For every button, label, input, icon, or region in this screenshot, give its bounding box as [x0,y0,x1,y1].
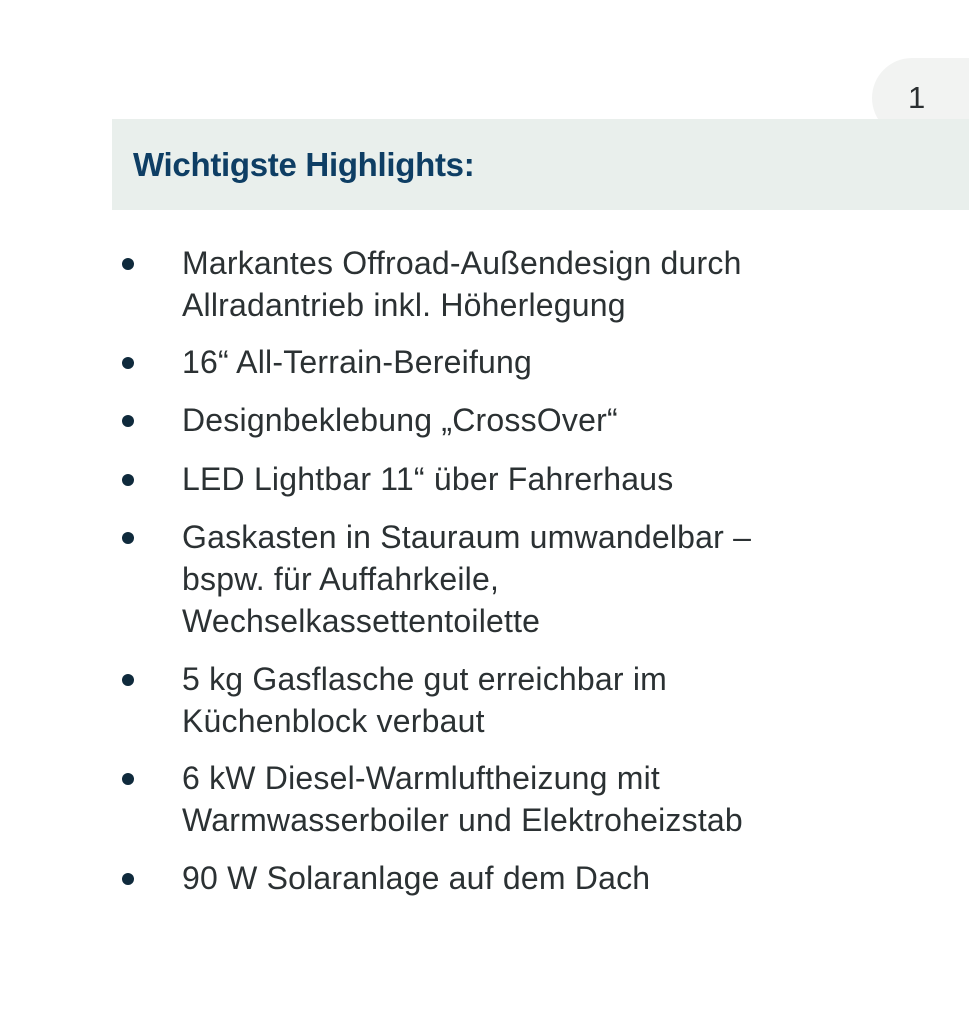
list-item-text [182,757,882,841]
list-item-line: bspw. für Auffahrkeile, [182,561,500,597]
list-item-text [182,857,882,899]
page-number: 1 [908,80,926,115]
list-item [182,658,882,742]
bullet-icon [122,258,134,270]
list-item-line: Warmwasserboiler und Elektroheizstab [182,802,743,838]
bullet-icon [122,415,134,427]
list-item [182,857,882,899]
list-item-text [182,242,882,326]
list-item-text [182,341,882,383]
bullet-icon [122,773,134,785]
list-item-line: Allradantrieb inkl. Höherlegung [182,287,626,323]
list-item-text [182,458,882,500]
list-item [182,458,882,500]
bullet-icon [122,873,134,885]
list-item-line: 16“ All-Terrain-Bereifung [182,344,533,380]
bullet-icon [122,532,134,544]
list-item-line: 90 W Solaranlage auf dem Dach [182,860,651,896]
list-item-line: 6 kW Diesel-Warmluftheizung mit [182,760,661,796]
list-item-text [182,516,882,642]
section-heading: Wichtigste Highlights: [133,146,475,183]
list-item-text [182,658,882,742]
list-item [182,242,882,326]
list-item-line: Gaskasten in Stauraum umwandelbar – [182,519,752,555]
list-item-line: 5 kg Gasflasche gut erreichbar im [182,661,668,697]
list-item [182,516,882,642]
bullet-icon [122,474,134,486]
list-item [182,399,882,441]
bullet-icon [122,357,134,369]
list-item [182,341,882,383]
list-item-text [182,399,882,441]
list-item-line: Designbeklebung „CrossOver“ [182,402,618,438]
list-item-line: Wechselkassettentoilette [182,603,541,639]
list-item-line: Küchenblock verbaut [182,703,485,739]
list-item-line: Markantes Offroad-Außendesign durch [182,245,742,281]
list-item [182,757,882,841]
list-item-line: LED Lightbar 11“ über Fahrerhaus [182,461,674,497]
bullet-icon [122,674,134,686]
